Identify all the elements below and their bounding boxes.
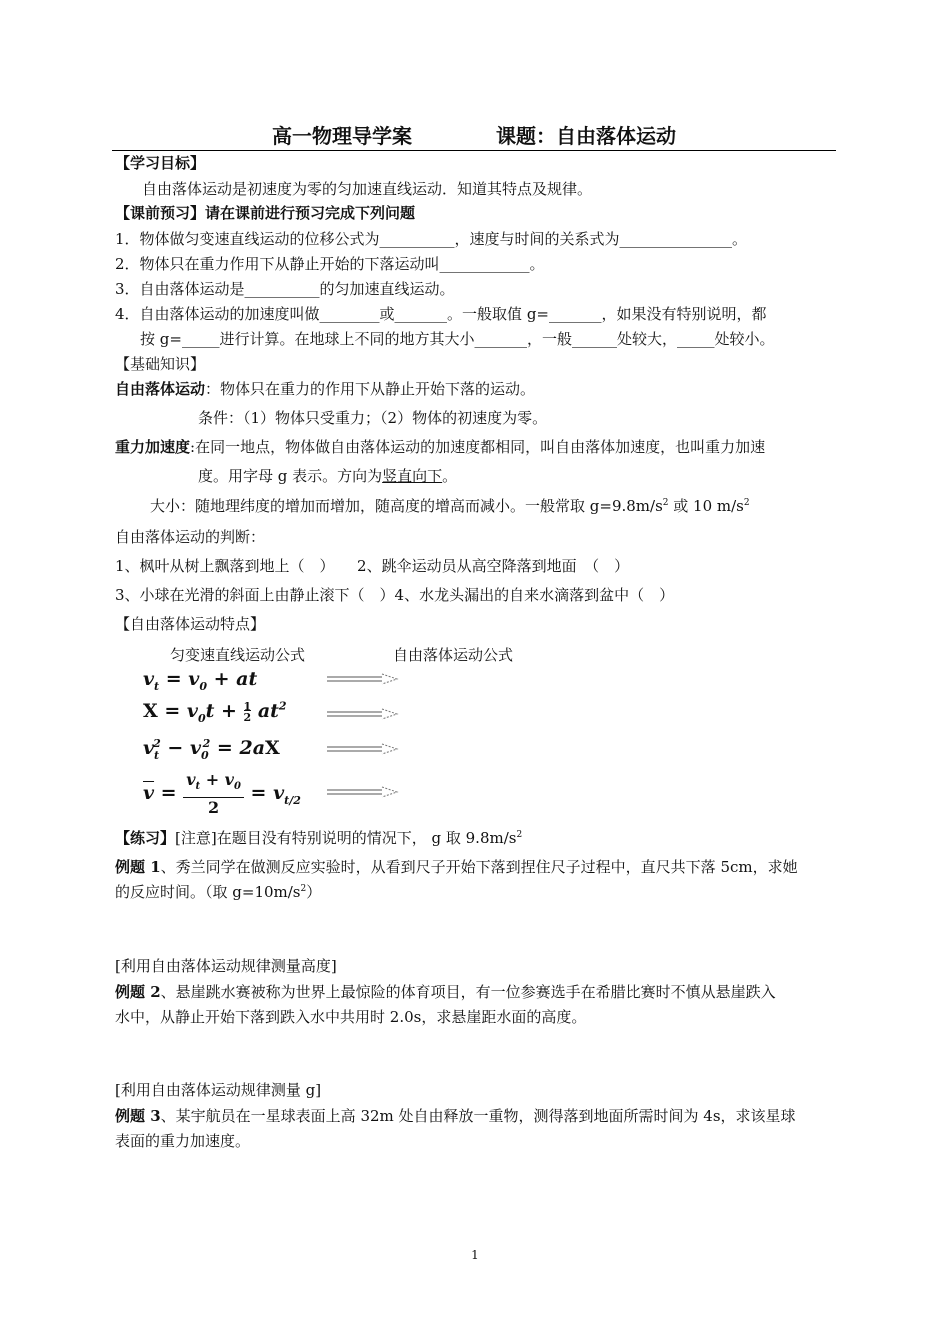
page-title	[112, 122, 836, 151]
example-1-text-end: ）	[306, 883, 322, 901]
goals-heading: 【学习目标】	[115, 154, 206, 172]
definition	[115, 379, 535, 399]
gravity-direction: 竖直向下	[382, 467, 443, 485]
formula-average-velocity: $\overline{v}$ = $\frac{v_t + v_0}{2}$ = $v_{t/2}$	[143, 770, 301, 818]
example-2-line2: 水中，从静止开始下落到跌入水中共用时 2.0s，求悬崖距水面的高度。	[115, 1008, 587, 1026]
sup-2c: 2	[516, 830, 523, 840]
judge-heading: 自由落体运动的判断：	[115, 528, 266, 546]
question-1: 1．物体做匀变速直线运动的位移公式为__________，速度与时间的关系式为_______________。	[115, 230, 748, 248]
practice-heading-bold: 【练习】	[115, 829, 176, 847]
arrow-icon	[327, 743, 402, 755]
example-1-line2	[115, 882, 321, 902]
formula-velocity: $v_t = v_0$ + at	[143, 668, 258, 693]
title-topic: 课题：自由落体运动	[495, 124, 676, 148]
question-4-line1: 4．自由落体运动的加速度叫做________或_______。一般取值 g=_______，如果没有特别说明，都	[115, 305, 767, 323]
tag-gravity: [利用自由落体运动规律测量 g]	[115, 1081, 322, 1099]
gravity-text-end: 。	[442, 467, 458, 485]
judge-row-2: 3、小球在光滑的斜面上由静止滚下（ ）4、水龙头漏出的自来水滴落到盆中（ ）	[115, 586, 675, 604]
sup-2d: 2	[300, 884, 307, 894]
preview-heading: 【课前预习】请在课前进行预习完成下列问题	[115, 204, 416, 222]
example-3-text: 、某宇航员在一星球表面上高 32m 处自由释放一重物，测得落到地面所需时间为 4s，求该星球	[160, 1107, 796, 1125]
gravity-definition	[115, 437, 765, 457]
definition-label: 自由落体运动	[115, 380, 206, 398]
example-3-label: 例题 3	[115, 1107, 161, 1125]
goals-text: 自由落体运动是初速度为零的匀加速直线运动．知道其特点及规律。	[142, 180, 593, 198]
example-2-text: 、悬崖跳水赛被称为世界上最惊险的体育项目，有一位参赛选手在希腊比赛时不慎从悬崖跌入	[160, 983, 776, 1001]
example-1	[115, 857, 798, 877]
example-1-label: 例题 1	[115, 858, 161, 876]
gravity-text-2: 度。用字母 g 表示。方向为	[198, 467, 383, 485]
basics-heading: 【基础知识】	[115, 355, 206, 373]
gravity-text: :在同一地点，物体做自由落体运动的加速度都相同，叫自由落体加速度，也叫重力加速	[190, 438, 766, 456]
arrow-icon	[327, 708, 402, 720]
formula-displacement: $X = v_0t + 1$ 2 $at^2$	[143, 699, 287, 725]
tag-height: [利用自由落体运动规律测量高度]	[115, 957, 337, 975]
arrow-icon	[327, 673, 402, 685]
column-left-label: 匀变速直线运动公式	[170, 646, 306, 664]
formula-velocity-squared: $v_t^2 - v_0^2 = 2aX$	[143, 736, 280, 762]
column-right-label: 自由落体运动公式	[393, 646, 514, 664]
sup-2b: 2	[743, 498, 750, 508]
gravity-magnitude	[150, 496, 750, 516]
example-2-label: 例题 2	[115, 983, 161, 1001]
question-3: 3．自由落体运动是__________的匀加速直线运动。	[115, 280, 455, 298]
example-3-line2: 表面的重力加速度。	[115, 1132, 251, 1150]
question-2: 2．物体只在重力作用下从静止开始的下落运动叫____________。	[115, 255, 545, 273]
judge-row-1: 1、枫叶从树上飘落到地上（ ） 2、跳伞运动员从高空降落到地面 （ ）	[115, 557, 630, 575]
page-number: 1	[471, 1248, 479, 1262]
question-4-line2: 按 g=_____进行计算。在地球上不同的地方其大小_______，一般______处较大，_____处较小。	[140, 330, 775, 348]
example-2	[115, 982, 776, 1002]
example-3	[115, 1106, 796, 1126]
example-1-text: 、秀兰同学在做测反应实验时，从看到尺子开始下落到捏住尺子过程中，直尺共下落 5cm，求她	[160, 858, 798, 876]
conditions: 条件：（1）物体只受重力；（2）物体的初速度为零。	[198, 409, 548, 427]
definition-text: ：物体只在重力的作用下从静止开始下落的运动。	[205, 380, 536, 398]
practice-heading	[115, 828, 522, 848]
practice-note: [注意]在题目没有特别说明的情况下， g 取 9.8m/s	[175, 829, 517, 847]
gravity-direction-line	[198, 466, 457, 486]
example-1-text-2: 的反应时间。（取 g=10m/s	[115, 883, 301, 901]
gravity-label: 重力加速度	[115, 438, 191, 456]
magnitude-text-2: 或 10 m/s	[668, 497, 744, 515]
sup-2: 2	[662, 498, 669, 508]
features-heading: 【自由落体运动特点】	[115, 615, 266, 633]
magnitude-text: 大小：随地理纬度的增加而增加，随高度的增高而减小。一般常取 g=9.8m/s	[150, 497, 663, 515]
arrow-icon	[327, 786, 402, 798]
title-subject: 高一物理导学案	[272, 124, 413, 148]
